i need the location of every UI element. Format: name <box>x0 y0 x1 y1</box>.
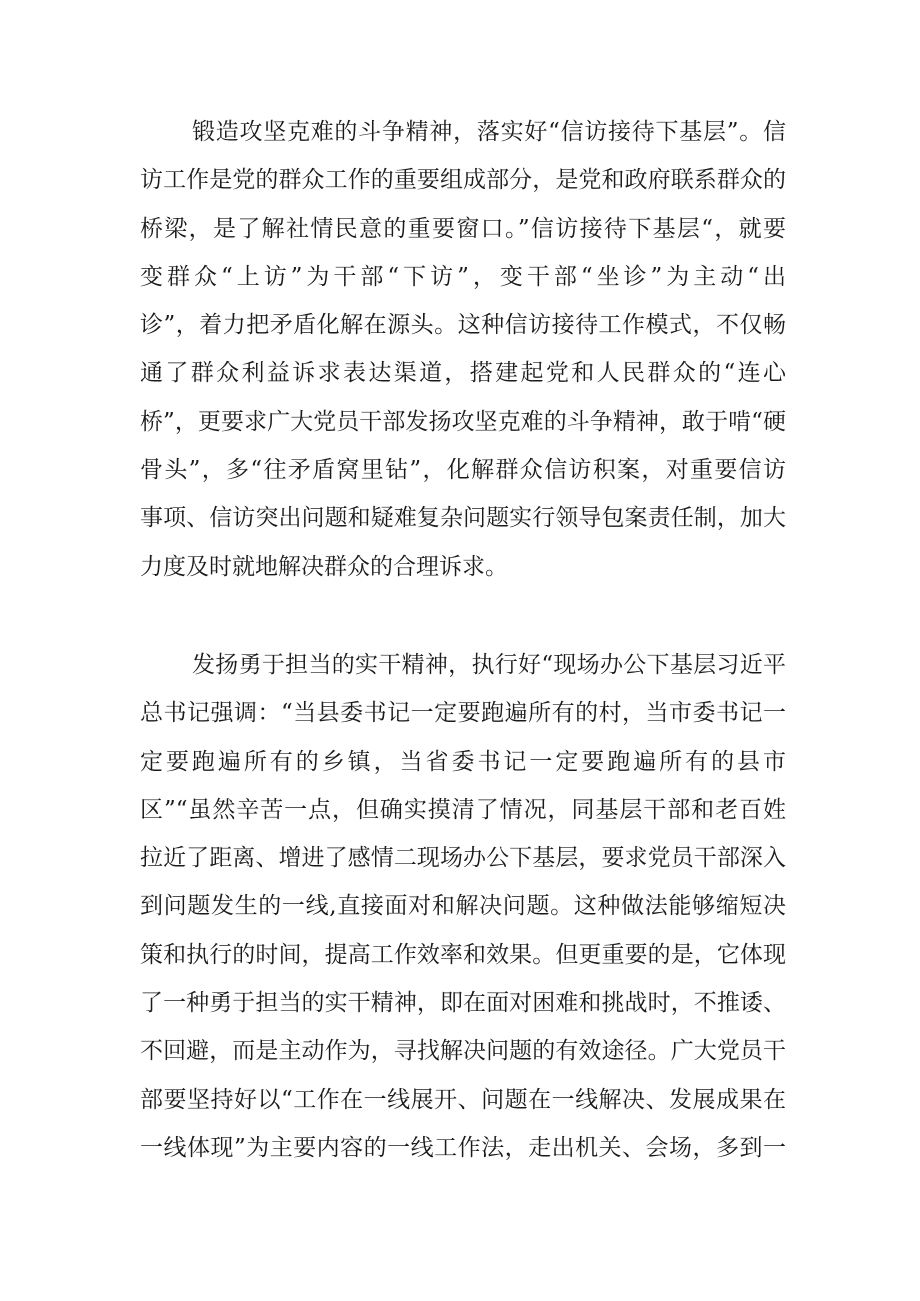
text-line: 通了群众利益诉求表达渠道，搭建起党和人民群众的“连心 <box>140 360 786 387</box>
text-line: 不回避，而是主动作为，寻找解决问题的有效途径。广大党员干 <box>140 1038 786 1065</box>
text-line: 策和执行的时间，提高工作效率和效果。但更重要的是，它体现 <box>140 941 786 968</box>
text-line: 桥”，更要求广大党员干部发扬攻坚克难的斗争精神，敢于啃“硬 <box>140 408 786 435</box>
text-line: 总书记强调：“当县委书记一定要跑遍所有的村，当市委书记一 <box>140 700 786 727</box>
text-line: 力度及时就地解决群众的合理诉求。 <box>140 553 508 580</box>
text-line: 到问题发生的一线,直接面对和解决问题。这种做法能够缩短决 <box>140 893 786 920</box>
text-line: 变群众“上访”为干部“下访”，变干部“坐诊”为主动“出 <box>140 263 786 290</box>
text-line: 诊”，着力把矛盾化解在源头。这种信访接待工作模式，不仅畅 <box>140 312 786 339</box>
text-line: 骨头”，多“往矛盾窝里钻”，化解群众信访积案，对重要信访 <box>140 457 786 484</box>
text-line: 一线体现”为主要内容的一线工作法，走出机关、会场，多到一 <box>140 1134 786 1161</box>
text-line: 区”“虽然辛苦一点，但确实摸清了情况，同基层干部和老百姓 <box>140 796 786 823</box>
text-line: 了一种勇于担当的实干精神，即在面对困难和挑战时，不推诿、 <box>140 990 786 1017</box>
text-line: 部要坚持好以“工作在一线展开、问题在一线解决、发展成果在 <box>140 1086 786 1113</box>
text-line: 访工作是党的群众工作的重要组成部分，是党和政府联系群众的 <box>140 167 786 194</box>
paragraph-struggle-spirit <box>140 108 786 591</box>
paragraph-practical-spirit <box>140 641 786 1172</box>
text-line: 拉近了距离、增进了感情二现场办公下基层，要求党员干部深入 <box>140 845 786 872</box>
text-line: 定要跑遍所有的乡镇，当省委书记一定要跑遍所有的县市 <box>140 748 786 775</box>
text-line: 桥梁，是了解社情民意的重要窗口。”信访接待下基层“，就要 <box>140 215 786 242</box>
text-line: 发扬勇于担当的实干精神，执行好“现场办公下基层习近平 <box>192 652 786 678</box>
text-line: 事项、信访突出问题和疑难复杂问题实行领导包案责任制，加大 <box>140 505 786 532</box>
text-line: 锻造攻坚克难的斗争精神，落实好“信访接待下基层”。信 <box>192 119 786 145</box>
